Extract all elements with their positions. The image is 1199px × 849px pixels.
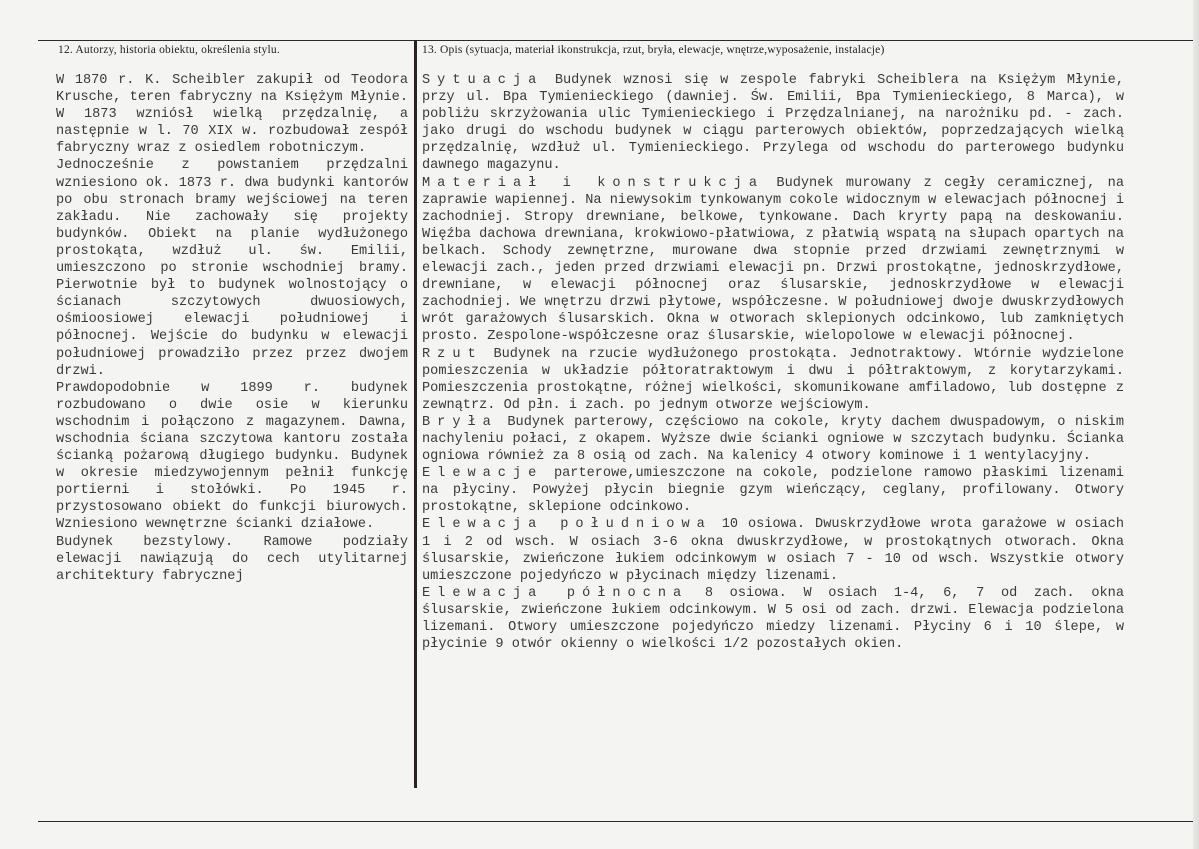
material-label: Materiał i konstrukcja [422,175,764,191]
history-paragraph-2: Jednocześnie z powstaniem przędzalni wzniesiono ok. 1873 r. dwa budynki kantorów po obu stronach bramy wejściowej na teren zakładu. Nie zachowały się projekty budynków. Obiekt na planie wydłużonego prostokąta, wzdłuż ul. św. Emilii, umieszczono po stronie wschodniej bramy. Pierwotnie był to budynek wolnostojący o ścianach szczytowych dwuosiowych, ośmioosiowej elewacji południowej i północnej. Wejście do budynku w elewacji południowej prowadziło przez przez dwojem drzwi. [56,158,408,379]
history-paragraph-1: W 1870 r. K. Scheibler zakupił od Teodora Krusche, teren fabryczny na Księżym Młynie. W 1873 wzniósł wielką przędzalnię, a następnie w l. 70 XIX w. rozbudował zespół fabryczny wraz z osiedlem robotniczym. [56,73,408,157]
north-elevation-paragraph [422,585,1124,653]
south-elevation-paragraph [422,516,1124,584]
material-paragraph [422,175,1124,346]
paper-edge [1193,0,1199,849]
elevations-paragraph [422,465,1124,516]
section-13-heading: 13. Opis (sytuacja, materiał ikonstrukcja, rzut, bryła, elewacje, wnętrze,wyposażenie, instalacje) [422,44,885,56]
description-column [422,72,1124,653]
situation-text: Budynek wznosi się w zespole fabryki Scheiblera na Księżym Młynie, przy ul. Bpa Tymienieckiego (dawniej. Św. Emilii, Bpa Tymienieckiego, 8 Marca), w pobliżu skrzyżowania ulic Tymienieckiego i Przędzalnianej, na narożniku pd. - zach. jako drugi do wschodu budynek w ciągu parterowych obiektów, poprzedzających wielką przędzalnię, wzdłuż ul. Tymienieckiego. Przylega od wschodu do parterowego budynku dawnego magazynu. [422,73,1124,174]
massing-text: Budynek parterowy, częściowo na cokole, kryty dachem dwuspadowym, o niskim nachyleniu połaci, z okapem. Wyższe dwie ścianki ogniowe w szczytach budynku. Ścianka ogniowa również za 8 osią od zach. Na kalenicy 4 otwory kominowe i 1 wentylacyjny. [422,414,1124,465]
situation-paragraph [422,72,1124,175]
section-12-heading: 12. Autorzy, historia obiektu, określenia stylu. [58,44,280,56]
history-column [56,72,408,585]
south-elevation-label: Elewacja południowa [422,517,712,533]
plan-paragraph [422,346,1124,414]
massing-label: Bryła [422,414,498,430]
column-divider [414,40,417,788]
south-elevation-text: 10 osiowa. Dwuskrzydłowe wrota garażowe w osiach 1 i 2 od wsch. W osiach 3-6 okna dwuskrzydłowe, w prostokątnych otworach. Okna ślusarskie, zwieńczone łukiem odcinkowym w osiach 7 - 10 od wsch. Wszystkie otwory umieszczone pojedyńczo w płycinach między lizenami. [422,517,1124,584]
massing-paragraph [422,414,1124,465]
plan-text: Budynek na rzucie wydłużonego prostokąta. Jednotraktowy. Wtórnie wydzielone pomieszczenia w układzie półtoratraktowym i dwu i półtraktowym, z korytarzykami. Pomieszczenia prostokątne, różnej wielkości, skomunikowane amfiladowo, lub dostępne z zewnątrz. Od płn. i zach. po jednym otworze wejściowym. [422,346,1124,413]
style-paragraph: Budynek bezstylowy. Ramowe podziały elewacji nawiązują do cech utylitarnej architektury fabrycznej [56,534,408,584]
plan-label: Rzut [422,346,483,362]
situation-label: Sytuacja [422,73,544,88]
north-elevation-text: 8 osiowa. W osiach 1-4, 6, 7 od zach. okna ślusarskie, zwieńczone łukiem odcinkowym. W 5 osi od zach. drzwi. Elewacja podzielona lizemani. Otwory umieszczone pojedyńczo miedzy lizenami. Płyciny 6 i 10 ślepe, w płycinie 9 otwór okienny o wielkości 1/2 pozostałych okien. [422,585,1124,653]
elevations-text: parterowe,umieszczone na cokole, podzielone ramowo płaskimi lizenami na płyciny. Powyżej płycin biegnie gzym wieńczący, ceglany, profilowany. Otwory prostokątne, sklepione odcinkowo. [422,466,1124,516]
north-elevation-label: Elewacja północna [422,585,689,601]
elevations-label: Elewacje [422,466,544,482]
history-paragraph-3: Prawdopodobnie w 1899 r. budynek rozbudowano o dwie osie w kierunku wschodnim i połączono z magazynem. Dawna, wschodnia ściana szczytowa kantoru została ścianką pożarową długiego budynku. Budynek w okresie miedzywojennym pełnił funkcję portierni i stołówki. Po 1945 r. przystosowano obiekt do funkcji biurowych. Wzniesiono wewnętrzne ścianki działowe. [56,380,408,533]
material-text: Budynek murowany z cegły ceramicznej, na zaprawie wapiennej. Na niewysokim tynkowanym cokole widocznym w elewacjach północnej i zachodniej. Stropy drewniane, belkowe, tynkowane. Dach kryrty papą na deskowaniu. Więźba dachowa drewniana, krokwiowo-płatwiowa, z płatwią wspatą na słupach opartych na belkach. Schody zewnętrzne, murowane dwa stopnie przed drzwiami zewnętrznymi w elewacji zach., jeden przed drzwiami elewacji pn. Drzwi prostokątne, jednoskrzydłowe, drewniane, w elewacji północnej oraz ślusarskie, jednoskrzydłowe w elewacji zachodniej. We wnętrzu drzwi płytowe, współczesne. W południowej dwoje dwuskrzydłowych wrót garażowych ślusarskich. Okna w otworach sklepionych odcinkowo, lub zamkniętych prosto. Zespolone-współczesne oraz ślusarskie, wielopolowe w elewacji północnej. [422,175,1124,345]
